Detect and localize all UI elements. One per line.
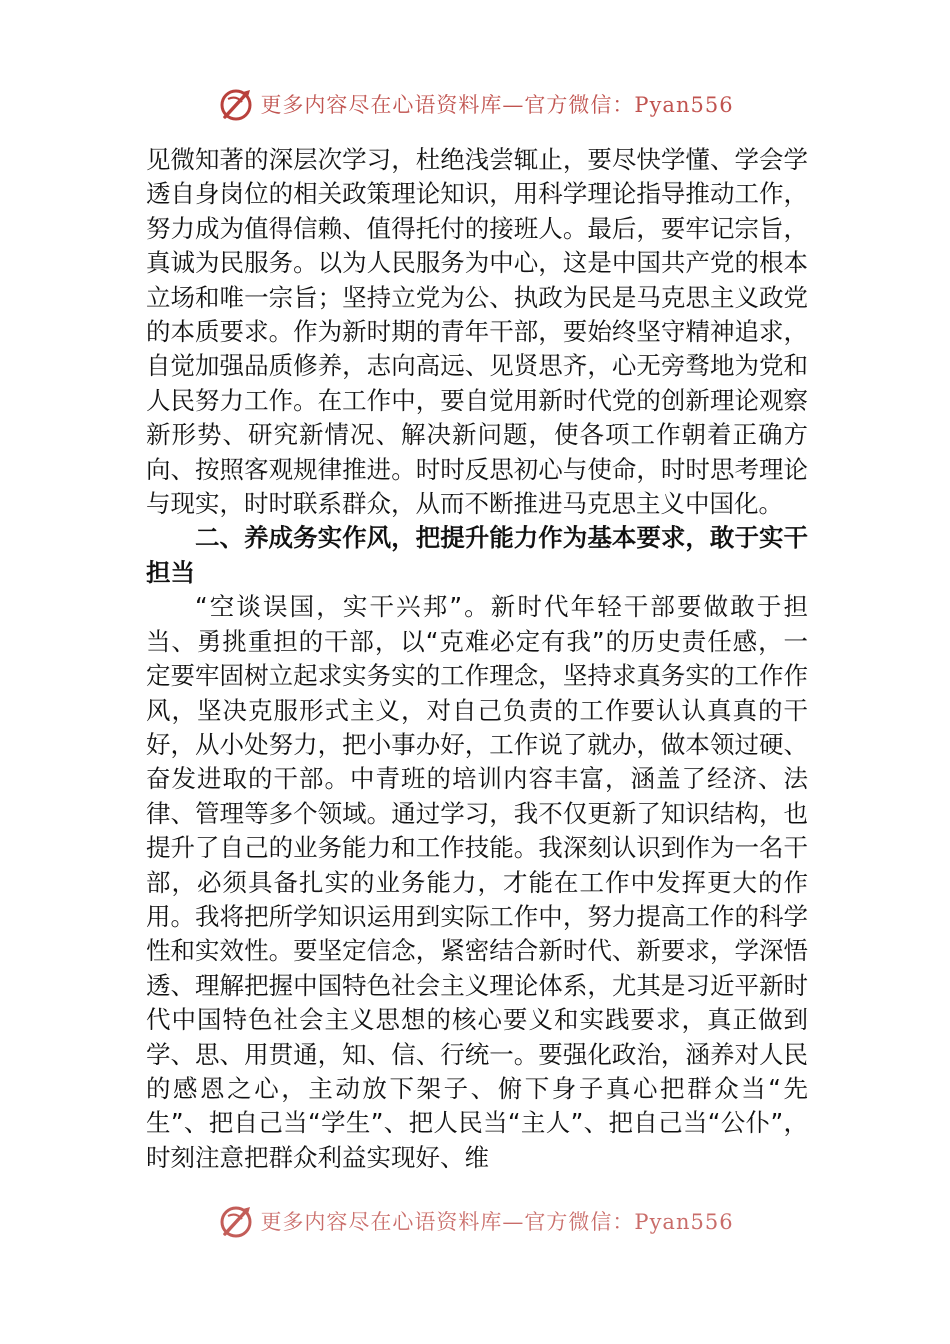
footer-watermark-text: 更多内容尽在心语资料库—官方微信：Pyan556 bbox=[260, 1210, 734, 1234]
header-watermark-text: 更多内容尽在心语资料库—官方微信：Pyan556 bbox=[260, 93, 734, 117]
body-text bbox=[146, 143, 808, 1175]
pen-circle-logo-icon bbox=[216, 1201, 256, 1241]
pen-circle-logo-icon bbox=[216, 84, 256, 124]
footer-watermark bbox=[0, 1201, 950, 1241]
section-heading: 二、养成务实作风，把提升能力作为基本要求，敢于实干担当 bbox=[146, 523, 808, 587]
header-watermark bbox=[0, 82, 950, 126]
paragraph-1: 见微知著的深层次学习，杜绝浅尝辄止，要尽快学懂、学会学透自身岗位的相关政策理论知识，用科学理论指导推动工作，努力成为值得信赖、值得托付的接班人。最后，要牢记宗旨，真诚为民服务。以为人民服务为中心，这是中国共产党的根本立场和唯一宗旨；坚持立党为公、执政为民是马克思主义政党的本质要求。作为新时期的青年干部，要始终坚守精神追求，自觉加强品质修养，志向高远、见贤思齐，心无旁骛地为党和人民努力工作。在工作中，要自觉用新时代党的创新理论观察新形势、研究新情况、解决新问题，使各项工作朝着正确方向、按照客观规律推进。时时反思初心与使命，时时思考理论与现实，时时联系群众，从而不断推进马克思主义中国化。 bbox=[146, 145, 808, 519]
paragraph-2: “空谈误国，实干兴邦”。新时代年轻干部要做敢于担当、勇挑重担的干部，以“克难必定有我”的历史责任感，一定要牢固树立起求实务实的工作理念，坚持求真务实的工作作风，坚决克服形式主义，对自己负责的工作要认认真真的干好，从小处努力，把小事办好，工作说了就办，做本领过硬、奋发进取的干部。中青班的培训内容丰富，涵盖了经济、法律、管理等多个领域。通过学习，我不仅更新了知识结构，也提升了自己的业务能力和工作技能。我深刻认识到作为一名干部，必须具备扎实的业务能力，才能在工作中发挥更大的作用。我将把所学知识运用到实际工作中，努力提高工作的科学性和实效性。要坚定信念，紧密结合新时代、新要求，学深悟透、理解把握中国特色社会主义理论体系，尤其是习近平新时代中国特色社会主义思想的核心要义和实践要求，真正做到学、思、用贯通，知、信、行统一。要强化政治，涵养对人民的感恩之心，主动放下架子、俯下身子真心把群众当“先生”、把自己当“学生”、把人民当“主人”、把自己当“公仆”，时刻注意把群众利益实现好、维 bbox=[146, 592, 808, 1172]
